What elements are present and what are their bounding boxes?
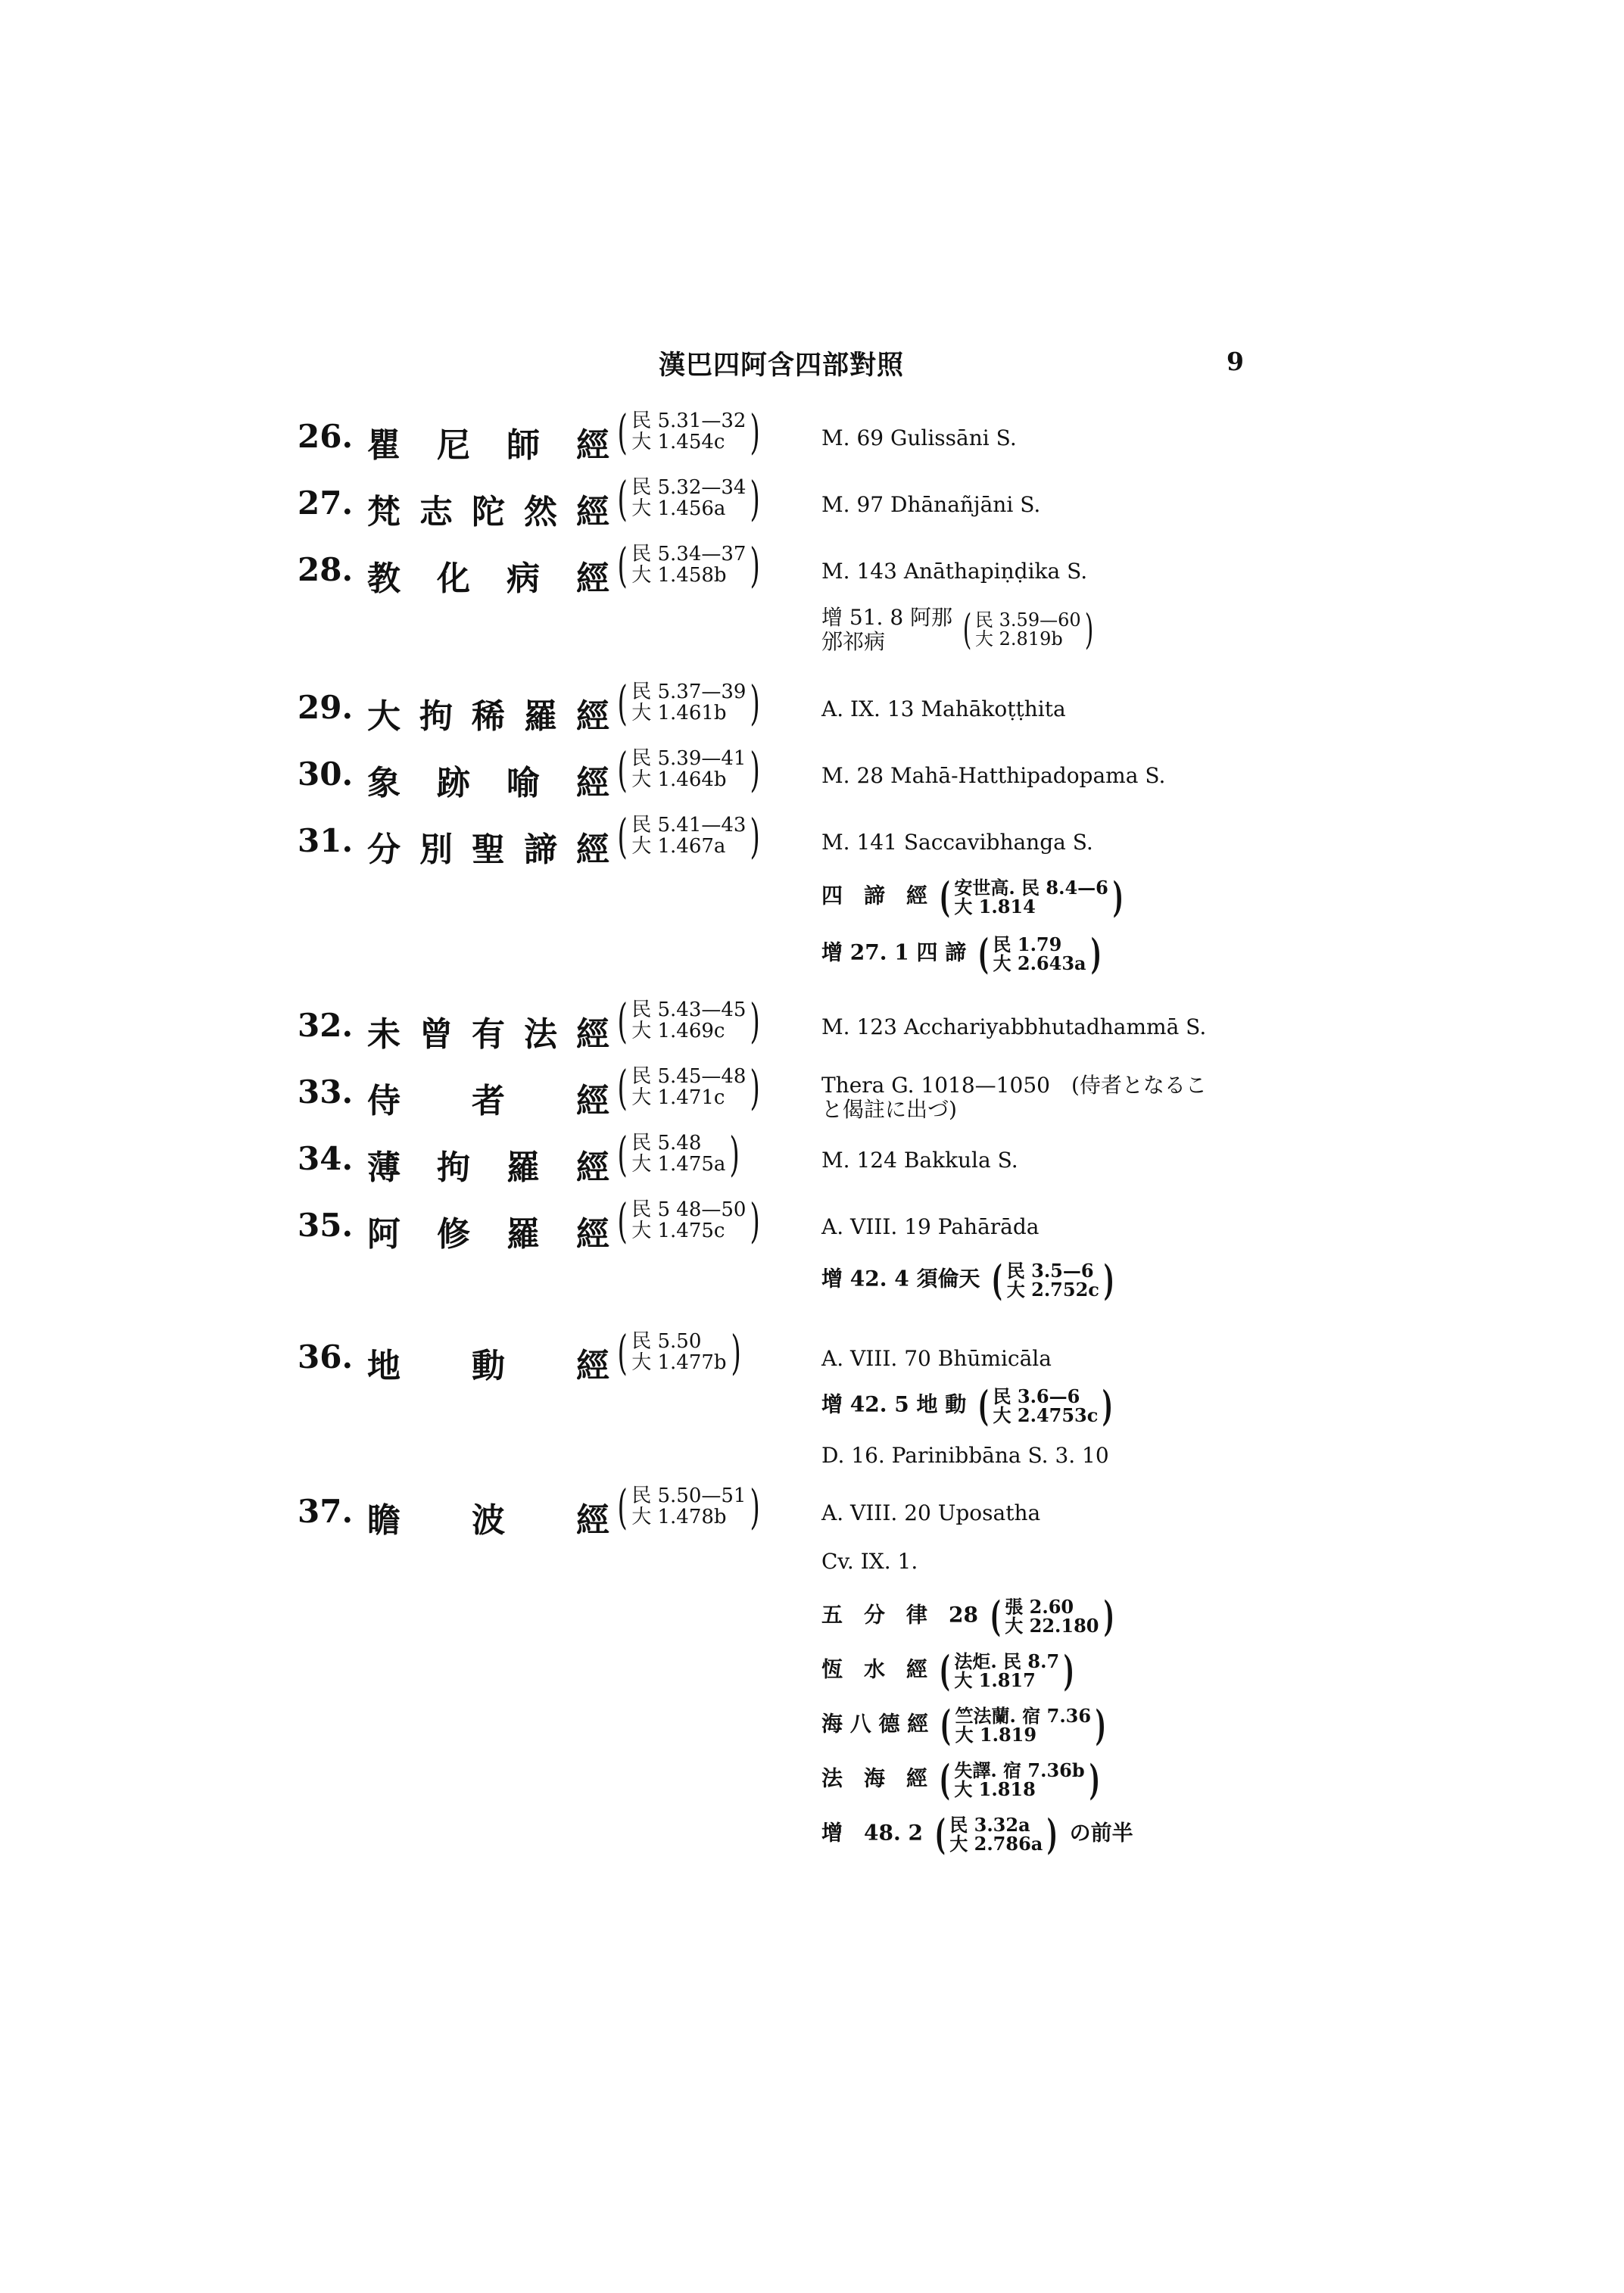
pali-ref: M. 143 Anāthapiṇḍika S. (821, 559, 1088, 584)
pali-ref: M. 69 Gulissāni S. (821, 425, 1017, 450)
sutra-title: 瞻 波 經 (367, 1501, 609, 1540)
entry-number: 30. (298, 756, 354, 793)
entry-29 (0, 675, 1624, 749)
citation: ( 民 5.39—41 大 1.464b ) (617, 742, 761, 797)
entry-number: 33. (298, 1073, 354, 1111)
pali-ref: A. VIII. 20 Uposatha (821, 1500, 1041, 1525)
pali-ref: A. VIII. 19 Pahārāda (821, 1214, 1040, 1239)
pali-ref: Cv. IX. 1. (821, 1549, 918, 1574)
pali-ref: M. 28 Mahā-Hatthipadopama S. (821, 763, 1166, 788)
pali-ref: Thera G. 1018—1050 (侍者となるこ と偈註に出づ) (821, 1073, 1207, 1122)
entry-number: 27. (298, 484, 354, 522)
entry-31 (0, 808, 1624, 883)
citation: ( 民 5 48—50 大 1.475c ) (617, 1193, 761, 1248)
entry-number: 26. (298, 418, 354, 455)
entry-number: 35. (298, 1207, 354, 1244)
running-header-title: 漢巴四阿含四部對照 (659, 350, 905, 381)
chinese-ref: 增 42. 5 地 動 ( 民 3.6—6 大 2.4753c ) (821, 1382, 1114, 1430)
entry-26 (0, 404, 1624, 478)
sutra-title: 教 化 病 經 (367, 559, 609, 598)
sutra-title: 分 別 聖 諦 經 (367, 830, 609, 869)
chinese-ref: 五 分 律 28 ( 張 2.60 大 22.180 ) (821, 1592, 1114, 1640)
entry-32 (0, 993, 1624, 1067)
sutra-title: 瞿 尼 師 經 (367, 426, 609, 465)
citation: ( 民 5.34—37 大 1.458b ) (617, 537, 761, 593)
entry-number: 34. (298, 1140, 354, 1177)
chinese-ref: 增 51. 8 阿那 邠祁病 ( 民 3.59—60 大 2.819b ) (821, 605, 1093, 654)
entry-30 (0, 742, 1624, 816)
pali-ref: A. VIII. 70 Bhūmicāla (821, 1346, 1052, 1371)
sutra-title: 阿 修 羅 經 (367, 1215, 609, 1254)
entry-number: 37. (298, 1493, 354, 1530)
entry-number: 31. (298, 822, 354, 859)
sutra-title: 薄 拘 羅 經 (367, 1148, 609, 1187)
sutra-title: 象 跡 喻 經 (367, 764, 609, 802)
chinese-ref: 增 48. 2 ( 民 3.32a 大 2.786a ) の前半 (821, 1810, 1133, 1858)
citation: ( 民 5.50—51 大 1.478b ) (617, 1479, 761, 1534)
citation: ( 民 5.37—39 大 1.461b ) (617, 675, 761, 731)
citation: ( 民 5.31—32 大 1.454c ) (617, 404, 761, 460)
citation: ( 民 5.45—48 大 1.471c ) (617, 1060, 761, 1115)
citation: ( 民 5.32—34 大 1.456a ) (617, 471, 761, 526)
pali-ref: D. 16. Parinibbāna S. 3. 10 (821, 1443, 1109, 1468)
sutra-title: 梵 志 陀 然 經 (367, 493, 609, 531)
entry-27 (0, 471, 1624, 545)
entry-number: 32. (298, 1007, 354, 1044)
citation: ( 民 5.43—45 大 1.469c ) (617, 993, 761, 1048)
pali-ref: M. 141 Saccavibhanga S. (821, 830, 1093, 855)
pali-ref: M. 123 Acchariyabbhutadhammā S. (821, 1014, 1207, 1039)
pali-ref: M. 97 Dhānañjāni S. (821, 492, 1041, 517)
entry-34 (0, 1126, 1624, 1201)
chinese-ref: 海 八 德 經 ( 竺法蘭. 宿 7.36 大 1.819 ) (821, 1701, 1106, 1749)
entry-37 (0, 1479, 1624, 1553)
citation: ( 民 5.48 大 1.475a ) (617, 1126, 740, 1182)
pali-ref: A. IX. 13 Mahākoṭṭhita (821, 696, 1066, 721)
entry-number: 28. (298, 551, 354, 588)
entry-number: 36. (298, 1338, 354, 1375)
sutra-title: 地 動 經 (367, 1347, 609, 1385)
page-number: 9 (1227, 347, 1244, 376)
entry-28 (0, 537, 1624, 612)
pali-ref: M. 124 Bakkula S. (821, 1148, 1018, 1173)
entry-35 (0, 1193, 1624, 1267)
citation: ( 民 5.50 大 1.477b ) (617, 1325, 741, 1380)
chinese-ref: 增 42. 4 須倫天 ( 民 3.5—6 大 2.752c ) (821, 1256, 1114, 1304)
sutra-title: 未 曾 有 法 經 (367, 1015, 609, 1054)
chinese-ref: 增 27. 1 四 諦 ( 民 1.79 大 2.643a ) (821, 930, 1102, 978)
sutra-title: 侍 者 經 (367, 1082, 609, 1120)
chinese-ref: 四 諦 經 ( 安世高. 民 8.4—6 大 1.814 ) (821, 873, 1124, 921)
entry-36 (0, 1325, 1624, 1399)
sutra-title: 大 拘 稀 羅 經 (367, 697, 609, 736)
entry-33 (0, 1060, 1624, 1134)
citation: ( 民 5.41—43 大 1.467a ) (617, 808, 761, 864)
entry-number: 29. (298, 689, 354, 726)
chinese-ref: 恆 水 經 ( 法炬. 民 8.7 大 1.817 ) (821, 1647, 1074, 1695)
chinese-ref: 法 海 經 ( 失譯. 宿 7.36b 大 1.818 ) (821, 1756, 1100, 1804)
